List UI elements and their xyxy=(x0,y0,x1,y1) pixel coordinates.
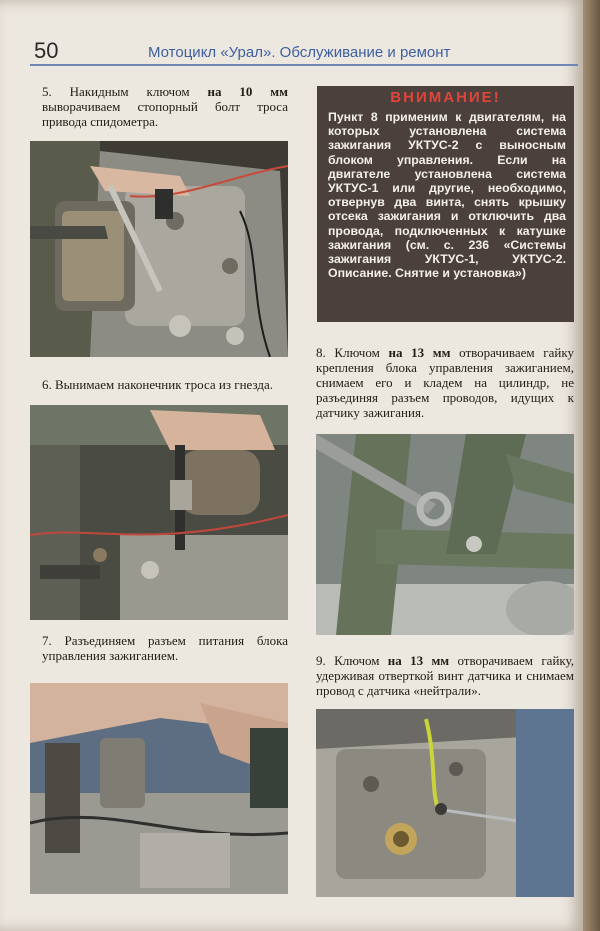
running-title: Мотоцикл «Урал». Обслуживание и ремонт xyxy=(148,44,451,61)
step-5-photo xyxy=(30,141,288,357)
step-text: Ключом xyxy=(334,345,389,360)
step-8-caption xyxy=(316,345,574,420)
page-number: 50 xyxy=(34,38,59,63)
warning-title: ВНИМАНИЕ! xyxy=(390,89,501,106)
step-number: 5. xyxy=(42,84,52,99)
step-number: 8. xyxy=(316,345,326,360)
step-9-caption xyxy=(316,653,574,698)
step-bold: на 13 мм xyxy=(388,345,451,360)
step-text: Вынимаем наконечник троса из гнезда. xyxy=(55,377,273,392)
header-rule xyxy=(30,64,578,66)
step-number: 7. xyxy=(42,633,52,648)
warning-text: Пункт 8 применим к двигателям, на которых установлена система зажигания УКТУС-2 с выносным блоком управления. Если на двигателе установлена система УКТУС-1 или другие, необходимо, отвернув два винта, снять крышку отсека зажигания и отключить два провода, подключенных к катушке зажигания (см. с. 236 «Системы зажигания УКТУС-1, УКТУС-2. Описание. Снятие и установка») xyxy=(328,110,566,281)
step-7-caption xyxy=(42,633,288,663)
step-6-photo xyxy=(30,405,288,620)
step-5-caption xyxy=(42,84,288,129)
step-7-photo xyxy=(30,683,288,894)
step-bold: на 13 мм xyxy=(387,653,450,668)
step-number: 9. xyxy=(316,653,326,668)
step-text: Накидным ключом xyxy=(69,84,208,99)
warning-box xyxy=(317,86,574,322)
step-text-rest: выворачиваем стопорный болт троса привода спидометра. xyxy=(42,99,288,129)
step-6-caption xyxy=(42,377,288,392)
step-8-photo xyxy=(316,434,574,635)
page-edge xyxy=(583,0,600,931)
step-bold: на 10 мм xyxy=(207,84,288,99)
step-text: Ключом xyxy=(334,653,388,668)
step-number: 6. xyxy=(42,377,52,392)
step-9-photo xyxy=(316,709,574,897)
page-header xyxy=(30,38,578,66)
step-text: Разъединяем разъем питания блока управления зажиганием. xyxy=(42,633,289,663)
step-text-rest: отворачиваем гайку крепления блока управления зажиганием, снимаем его и кладем на цилиндр, не разъединяя разъем проводов, идущих к датчику зажигания. xyxy=(316,345,574,420)
step-text-rest: отворачиваем гайку, удерживая отверткой винт датчика и снимаем провод с датчика «нейтрали». xyxy=(316,653,574,698)
